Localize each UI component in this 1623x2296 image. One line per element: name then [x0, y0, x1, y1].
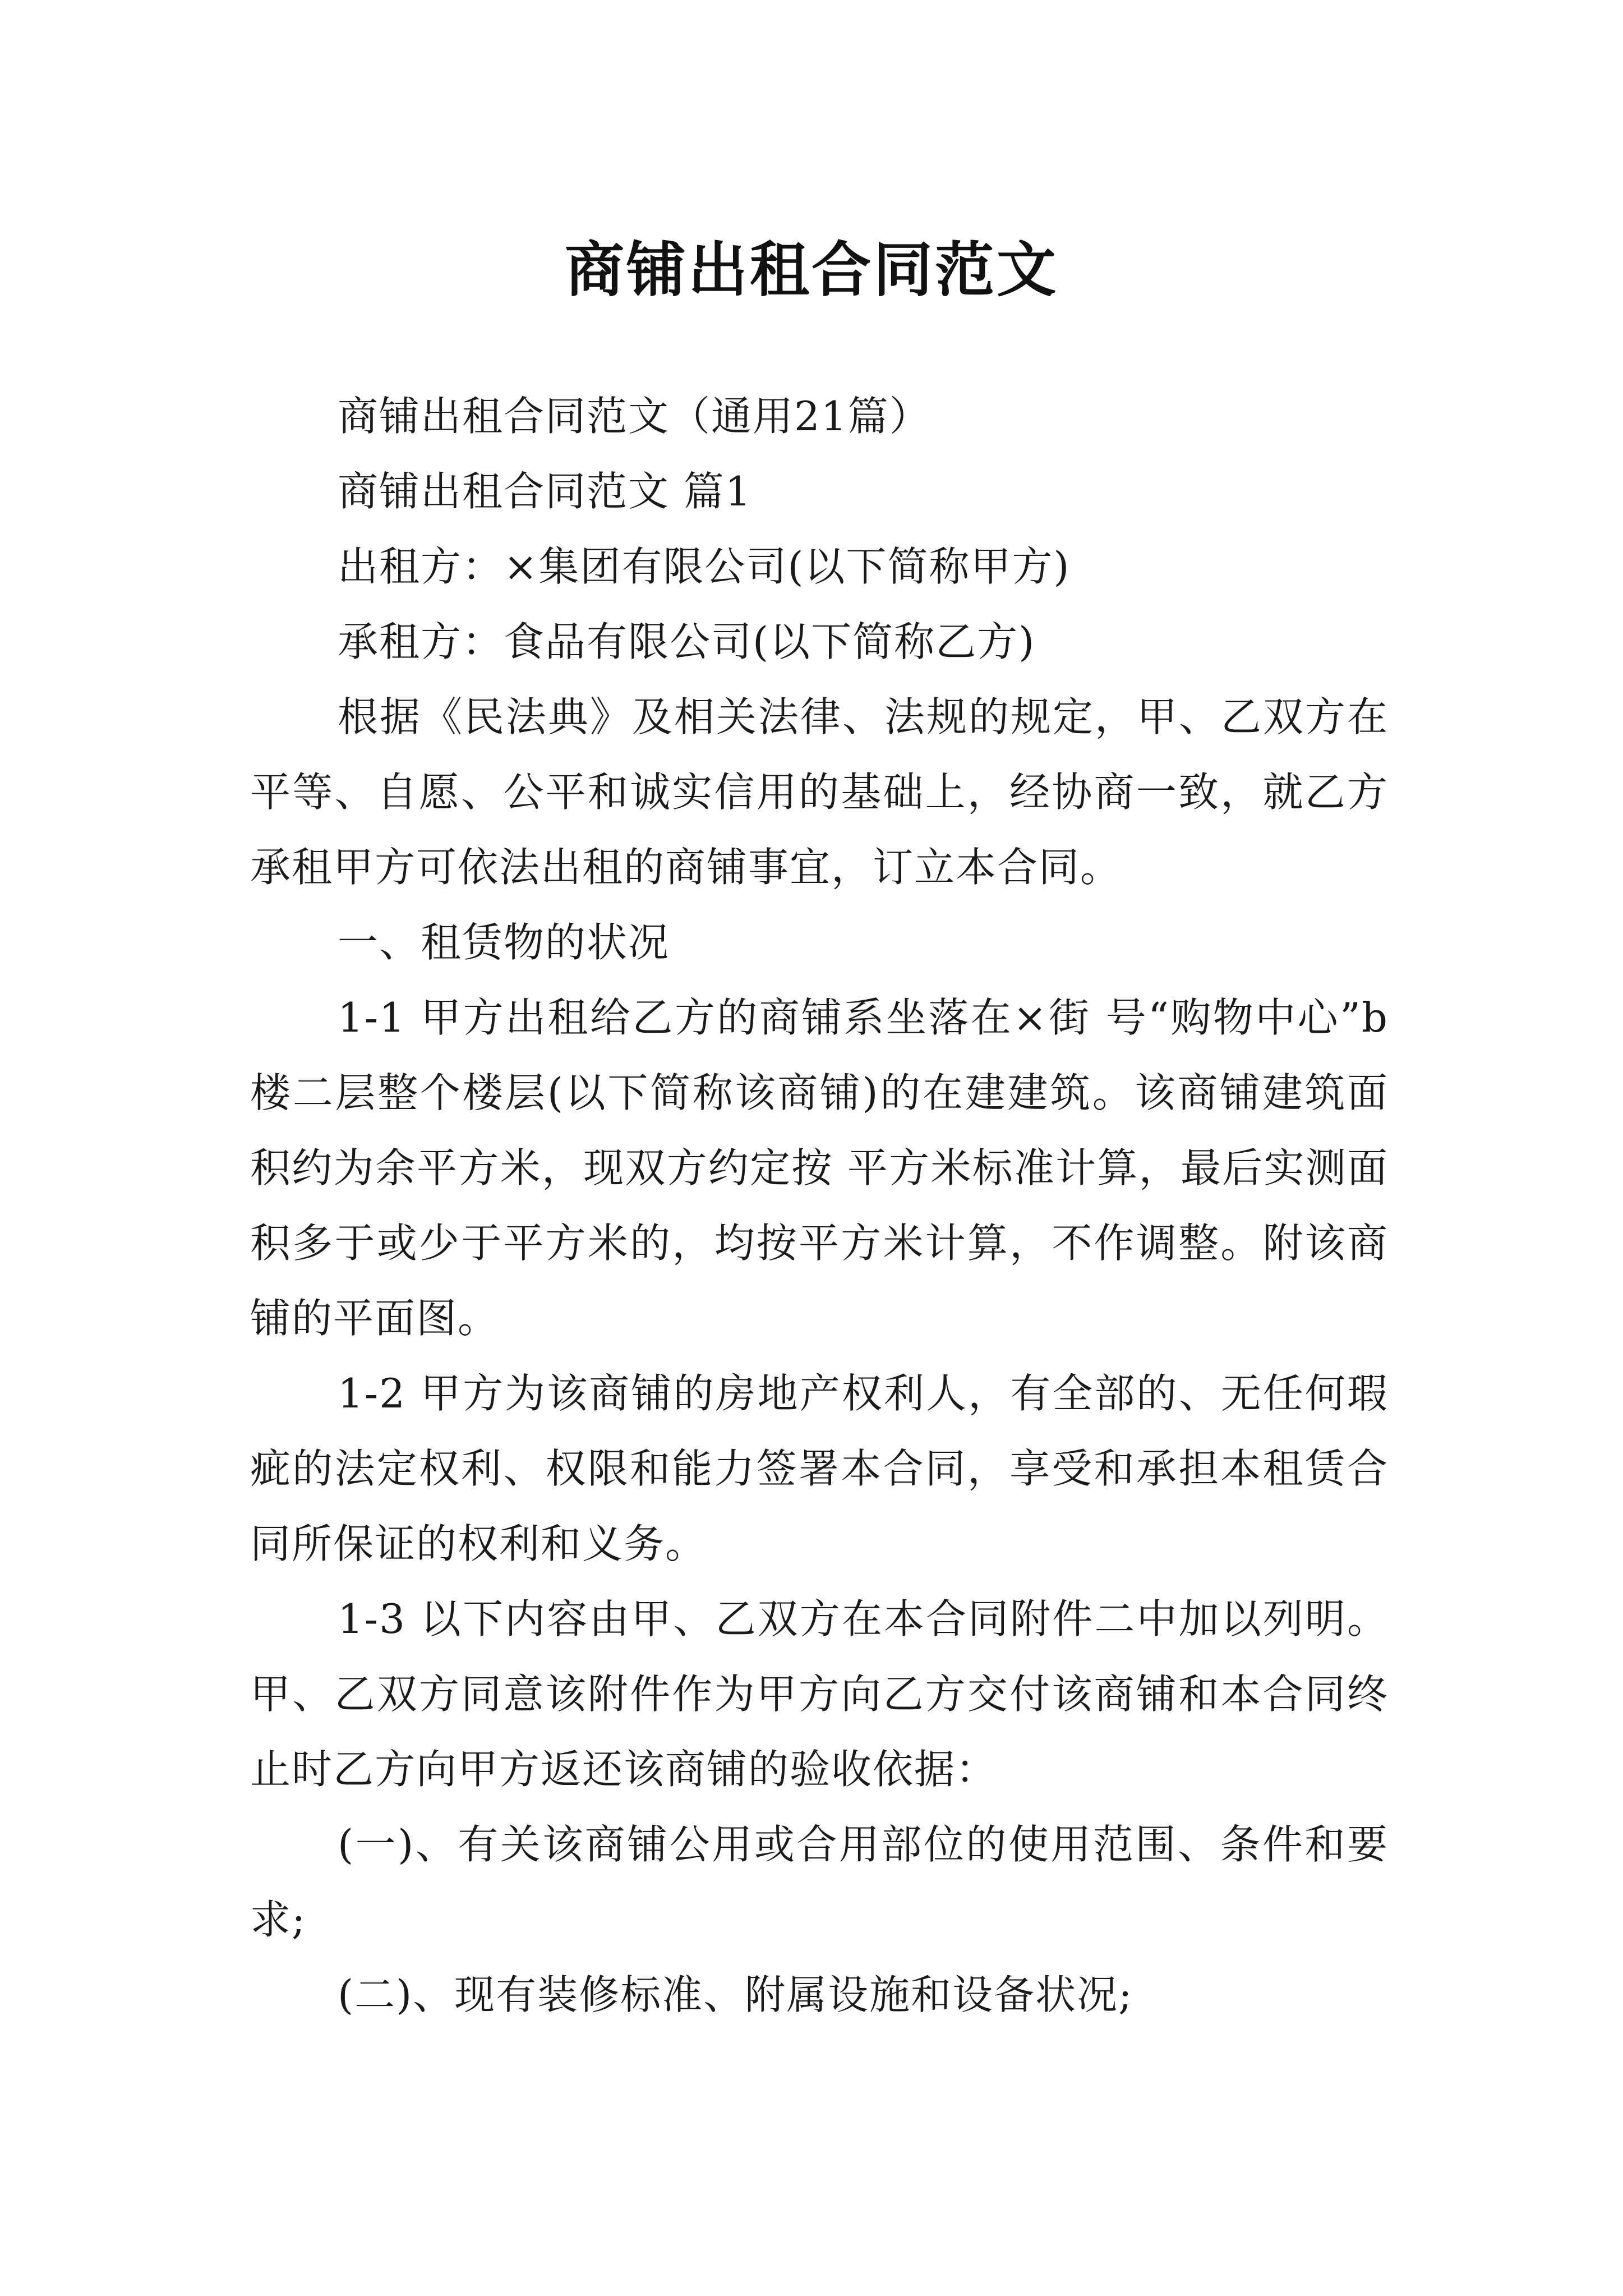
paragraph-subtitle: 商铺出租合同范文（通用21篇） — [338, 393, 931, 440]
paragraph-preamble: 根据《民法典》及相关法律、法规的规定，甲、乙双方在平等、自愿、公平和诚实信用的基础上，经协商一致，就乙方承租甲方可依法出租的商铺事宜，订立本合同。 — [250, 693, 1389, 891]
paragraph-lessor: 出租方：×集团有限公司(以下简称甲方) — [338, 543, 1071, 590]
paragraph-clause-1-3: 1-3 以下内容由甲、乙双方在本合同附件二中加以列明。甲、乙双方同意该附件作为甲方向乙方交付该商铺和本合同终止时乙方向甲方返还该商铺的验收依据： — [250, 1595, 1389, 1793]
paragraph-clause-1-1: 1-1 甲方出租给乙方的商铺系坐落在×街 号“购物中心”b楼二层整个楼层(以下简称该商铺)的在建建筑。该商铺建筑面积约为余平方米，现双方约定按 平方米标准计算，最后实测面积多于或少于平方米的，均按平方米计算，不作调整。附该商铺的平面图。 — [250, 994, 1389, 1342]
paragraph-clause-1-2: 1-2 甲方为该商铺的房地产权利人，有全部的、无任何瑕疵的法定权利、权限和能力签署本合同，享受和承担本租赁合同所保证的权利和义务。 — [250, 1370, 1389, 1567]
paragraph-item-2: (二)、现有装修标准、附属设施和设备状况; — [338, 1971, 1133, 2018]
paragraph-chapter-heading: 一、租赁物的状况 — [338, 919, 670, 966]
document-body — [250, 379, 1389, 2032]
document-title: 商铺出租合同范文 — [565, 234, 1058, 305]
paragraph-lessee: 承租方：食品有限公司(以下简称乙方) — [338, 618, 1036, 665]
paragraph-item-1: (一)、有关该商铺公用或合用部位的使用范围、条件和要求; — [250, 1821, 1389, 1943]
paragraph-section-heading: 商铺出租合同范文 篇1 — [338, 468, 752, 515]
